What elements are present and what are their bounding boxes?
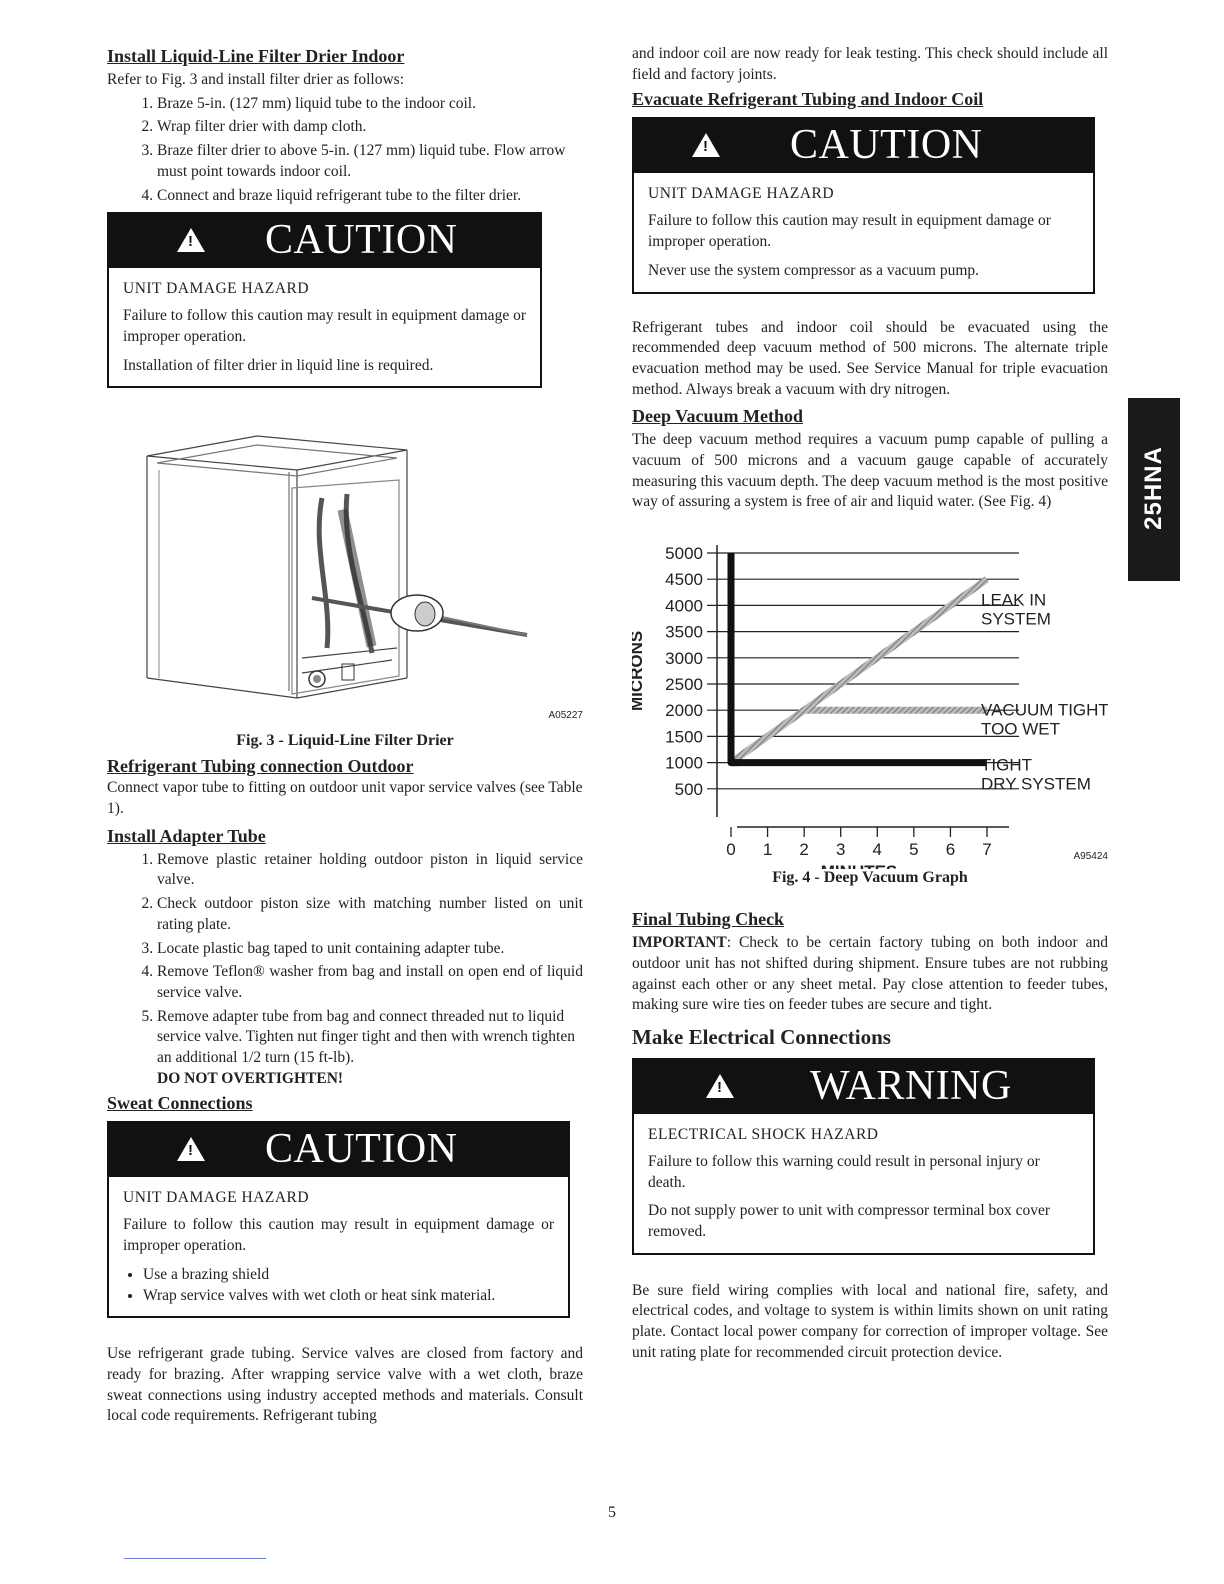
x-tick-label: 0 bbox=[726, 840, 736, 860]
overtighten-warning: DO NOT OVERTIGHTEN! bbox=[157, 1069, 344, 1087]
caution-bullets bbox=[123, 1265, 554, 1306]
right-column bbox=[632, 44, 1108, 1364]
caution-text: Failure to follow this caution may result in equipment damage or improper operation. bbox=[648, 212, 1051, 251]
caution-title: CAUTION bbox=[790, 122, 983, 169]
sweat-text: Use refrigerant grade tubing. Service valves are closed from factory and ready for brazing. After wrapping service valve with a wet cloth, braze sweat connections using industry accepted methods and materials. Consult local code requirements. Refrigerant tubing bbox=[107, 1345, 583, 1425]
x-tick-label: 2 bbox=[799, 840, 809, 860]
caution-box-evacuate bbox=[632, 117, 1095, 293]
y-axis-label: MICRONS bbox=[632, 630, 646, 712]
fig3-code: A05227 bbox=[548, 710, 583, 722]
y-tick-label: 500 bbox=[674, 779, 703, 799]
heading-install-adapter: Install Adapter Tube bbox=[107, 825, 266, 846]
warning-title: WARNING bbox=[810, 1062, 1012, 1109]
warning-banner bbox=[634, 1060, 1093, 1114]
list-item: 2. Check outdoor piston size with matching number listed on unit rating plate. bbox=[157, 894, 583, 935]
x-tick-label: 3 bbox=[835, 840, 846, 860]
caution-banner bbox=[109, 1123, 568, 1177]
hazard-label: UNIT DAMAGE HAZARD bbox=[648, 185, 835, 203]
caution-box-filter bbox=[107, 212, 542, 388]
caution-text: Failure to follow this caution may result in equipment damage or improper operation. bbox=[123, 307, 526, 345]
warning-text: Failure to follow this warning could result in personal injury or death. bbox=[648, 1152, 1040, 1191]
caution-text: Failure to follow this caution may result in equipment damage or improper operation. bbox=[123, 1216, 554, 1255]
hazard-label: UNIT DAMAGE HAZARD bbox=[123, 280, 310, 298]
list-item bbox=[157, 1007, 583, 1090]
caution-text: Installation of filter drier in liquid line is required. bbox=[123, 356, 434, 374]
deep-vacuum-text: The deep vacuum method requires a vacuum pump capable of pulling a vacuum of 500 microns and a vacuum gauge capable of accurately measuring this vacuum depth. The deep vacuum method is the most positive way of assuring a system is free of air and liquid water. (See Fig. 4) bbox=[632, 431, 1108, 511]
heading-evacuate: Evacuate Refrigerant Tubing and Indoor Coil bbox=[632, 89, 984, 110]
x-axis-label bbox=[821, 862, 898, 869]
series-label: DRY SYSTEM bbox=[981, 774, 1091, 794]
left-column bbox=[107, 44, 583, 1427]
y-tick-label: 3500 bbox=[665, 622, 703, 642]
continued-text: and indoor coil are now ready for leak testing. This check should include all field and factory joints. bbox=[632, 45, 1108, 83]
y-tick-label: 1000 bbox=[665, 753, 703, 773]
caution-title: CAUTION bbox=[265, 217, 458, 264]
fig4-caption: Fig. 4 - Deep Vacuum Graph bbox=[772, 869, 968, 887]
series-label: TOO WET bbox=[981, 719, 1061, 739]
important-label: IMPORTANT bbox=[632, 934, 727, 952]
adapter-step-text: Remove adapter tube from bag and connect threaded nut to liquid service valve. Tighten nut finger tight and then with wrench tighten an additional 1/2 turn (15 ft-lb). bbox=[157, 1007, 575, 1067]
hazard-label: UNIT DAMAGE HAZARD bbox=[123, 1189, 310, 1207]
list-item: 1. Remove plastic retainer holding outdoor piston in liquid service valve. bbox=[157, 850, 583, 891]
section-tab bbox=[1128, 398, 1180, 581]
y-tick-label: 5000 bbox=[665, 544, 703, 564]
list-item: 1. Braze 5-in. (127 mm) liquid tube to the indoor coil. bbox=[157, 94, 583, 115]
list-item: 2. Wrap filter drier with damp cloth. bbox=[157, 117, 583, 138]
list-item: • Wrap service valves with wet cloth or heat sink material. bbox=[143, 1286, 554, 1307]
deep-vacuum-chart bbox=[632, 521, 1108, 869]
x-tick-label: 5 bbox=[909, 840, 919, 860]
caution-text: Never use the system compressor as a vacuum pump. bbox=[648, 261, 980, 279]
warning-triangle-icon bbox=[177, 1137, 205, 1161]
heading-deep-vacuum: Deep Vacuum Method bbox=[632, 406, 804, 427]
page-number: 5 bbox=[608, 1504, 616, 1521]
heading-sweat-connections: Sweat Connections bbox=[107, 1093, 253, 1114]
caution-banner bbox=[109, 214, 540, 268]
y-tick-label: 2500 bbox=[665, 675, 703, 695]
heading-install-filter-drier: Install Liquid-Line Filter Drier Indoor bbox=[107, 46, 405, 66]
x-tick-label: 4 bbox=[872, 840, 883, 860]
x-tick-label: 6 bbox=[945, 840, 956, 860]
series-label: SYSTEM bbox=[981, 609, 1051, 629]
list-item: 3. Braze filter drier to above 5-in. (127 mm) liquid tube. Flow arrow must point towards indoor coil. bbox=[157, 141, 583, 182]
filter-steps bbox=[107, 94, 583, 207]
y-tick-label: 2000 bbox=[665, 701, 703, 721]
filter-drier-drawing bbox=[107, 398, 583, 744]
list-item: 3. Locate plastic bag taped to unit containing adapter tube. bbox=[157, 939, 583, 960]
warning-triangle-icon bbox=[177, 228, 205, 252]
series-label: VACUUM TIGHT bbox=[981, 700, 1108, 720]
caution-title: CAUTION bbox=[265, 1126, 458, 1173]
electrical-text: Be sure field wiring complies with local and national fire, safety, and electrical codes, and voltage to system is within limits shown on unit rating plate. Contact local power company for correction of improper voltage. See unit rating plate for recommended circuit protection device. bbox=[632, 1281, 1108, 1361]
filter-intro: Refer to Fig. 3 and install filter drier as follows: bbox=[107, 71, 405, 88]
heading-outdoor-connection: Refrigerant Tubing connection Outdoor bbox=[107, 756, 414, 777]
warning-box-electrical bbox=[632, 1058, 1095, 1255]
y-tick-label: 4000 bbox=[665, 596, 703, 616]
y-tick-label: 4500 bbox=[665, 570, 703, 590]
caution-box-sweat bbox=[107, 1121, 570, 1318]
fig3-caption: Fig. 3 - Liquid-Line Filter Drier bbox=[236, 732, 454, 750]
x-tick-label: 1 bbox=[762, 840, 773, 860]
x-tick-label: 7 bbox=[982, 840, 992, 860]
section-tab-label: 25HNA bbox=[1140, 446, 1167, 530]
evacuate-text: Refrigerant tubes and indoor coil should be evacuated using the recommended deep vacuum method of 500 microns. The alternate triple evacuation method may be used. See Service Manual for triple evacuation method. Always break a vacuum with dry nitrogen. bbox=[632, 318, 1108, 398]
y-tick-label: 1500 bbox=[665, 727, 703, 747]
hazard-label: ELECTRICAL SHOCK HAZARD bbox=[648, 1125, 879, 1143]
fig4-chart-container bbox=[632, 521, 1108, 869]
list-item: 4. Remove Teflon® washer from bag and install on open end of liquid service valve. bbox=[157, 962, 583, 1003]
final-tubing-text bbox=[632, 933, 1108, 1016]
warning-triangle-icon bbox=[706, 1074, 734, 1098]
fig4-code: A95424 bbox=[1073, 851, 1108, 863]
caution-banner bbox=[634, 119, 1093, 173]
heading-final-tubing: Final Tubing Check bbox=[632, 909, 785, 930]
footer-rule bbox=[124, 1558, 266, 1559]
list-item: 4. Connect and braze liquid refrigerant tube to the filter drier. bbox=[157, 186, 583, 207]
fig3-illustration bbox=[107, 398, 583, 744]
warning-text: Do not supply power to unit with compressor terminal box cover removed. bbox=[648, 1202, 1051, 1241]
y-tick-label: 3000 bbox=[665, 648, 703, 668]
warning-triangle-icon bbox=[692, 133, 720, 157]
adapter-steps bbox=[107, 850, 583, 1090]
outdoor-text: Connect vapor tube to fitting on outdoor unit vapor service valves (see Table 1). bbox=[107, 779, 583, 818]
series-label: LEAK IN bbox=[981, 590, 1047, 610]
series-label: TIGHT bbox=[981, 755, 1032, 775]
final-text-body: : Check to be certain factory tubing on both indoor and outdoor unit has not shifted during shipment. Ensure tubes are not rubbing against each other or any sheet metal. Pay close attention to feeder tubes, making sure wire ties on feeder tubes are secure and tight. bbox=[632, 934, 1108, 1014]
list-item: • Use a brazing shield bbox=[143, 1265, 554, 1286]
heading-electrical: Make Electrical Connections bbox=[632, 1024, 891, 1049]
